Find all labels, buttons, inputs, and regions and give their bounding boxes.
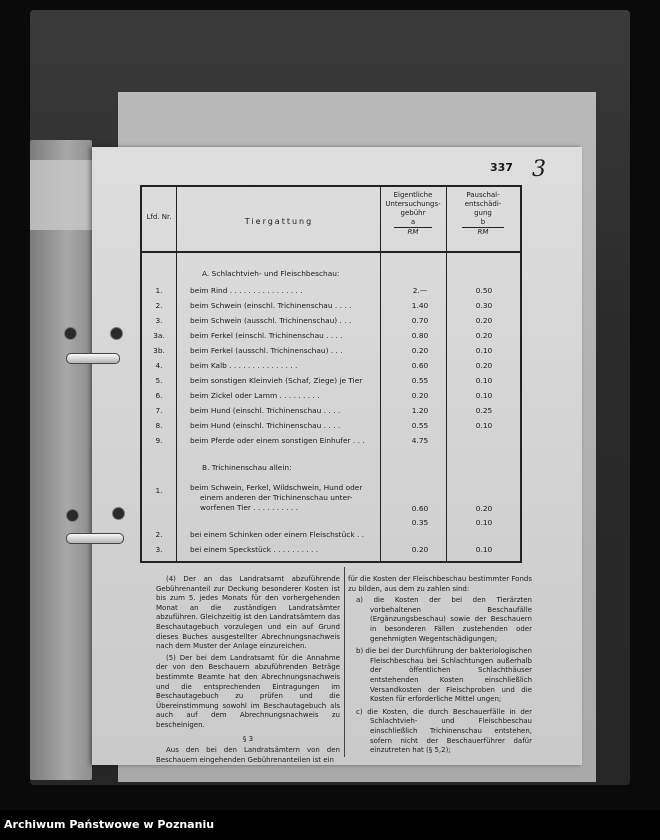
- header-no: Lfd. Nr.: [146, 213, 172, 221]
- table-row: 0.35 0.10: [411, 518, 493, 527]
- table-row: 3. bei einem Speckstück . . . . . . . . . . 0.20 0.10: [155, 545, 493, 554]
- handwritten-page-number: 3: [532, 157, 546, 182]
- row-b1-description: beim Schwein, Ferkel, Wildschwein, Hund oder einem anderen der Trichinenschau unter- worfenen Tier . . . . . . . . . .: [190, 483, 363, 512]
- punch-hole: [66, 509, 79, 522]
- binder-ring: [66, 533, 124, 544]
- punch-hole: [112, 507, 125, 520]
- text-column-right: [348, 575, 532, 759]
- header-col-a: Eigentliche Untersuchungs- gebühr a RM: [385, 191, 441, 236]
- section-b-heading: B. Trichinenschau allein:: [202, 463, 292, 472]
- table-row: 2. bei einem Schinken oder einem Fleischstück . .: [155, 530, 364, 539]
- table-row: 2. beim Schwein (einschl. Trichinenschau . . . . 1.40 0.30: [155, 301, 493, 310]
- header-col-b: Pauschal- entschädi- gung b RM: [448, 191, 518, 237]
- table-row: 9. beim Pferde oder einem sonstigen Einhufer . . . 4.75: [155, 436, 429, 445]
- table-row: 1.: [155, 486, 163, 495]
- section-a-heading: A. Schlachtvieh- und Fleischbeschau:: [202, 269, 340, 278]
- column-divider: [344, 567, 345, 757]
- table-row: 5. beim sonstigen Kleinvieh (Schaf, Ziege) je Tier 0.55 0.10: [155, 376, 493, 385]
- document-page: [92, 147, 582, 765]
- fee-table: [140, 185, 522, 563]
- binder-ring: [66, 353, 120, 364]
- table-row: 0.60 0.20: [411, 504, 493, 513]
- table-row: 3a. beim Ferkel (einschl. Trichinenschau . . . . 0.80 0.20: [153, 331, 493, 340]
- page-number: 337: [490, 161, 513, 174]
- punch-hole: [64, 327, 77, 340]
- table-row: 1. beim Rind . . . . . . . . . . . . . . . . 2.— 0.50: [155, 286, 493, 295]
- table-row: 6. beim Zickel oder Lamm . . . . . . . . . 0.20 0.10: [155, 391, 493, 400]
- table-row: 7. beim Hund (einschl. Trichinenschau . . . . 1.20 0.25: [155, 406, 493, 415]
- list-item: a) die Kosten der bei den Tierärzten vorbehaltenen Beschaufälle (Ergänzungsbeschau) sowie der Beschauern in besonderen Fällen zustehenden oder genehmigten Wegentschädigungen;: [356, 596, 532, 643]
- paragraph: für die Kosten der Fleischbeschau bestimmter Fonds zu bilden, aus dem zu zahlen sind:: [348, 575, 532, 593]
- list-item: b) die bei der Durchführung der bakteriologischen Fleischbeschau bei Schlachtungen außerhalb der öffentlichen Schlachthäuser entstehenden Kosten einschließlich Versandkosten der Fleischproben und die Kosten für erforderliche Mittel ungen;: [356, 647, 532, 704]
- text-column-left: [156, 575, 340, 767]
- section-heading: § 3: [242, 734, 254, 743]
- table-row: 3b. beim Ferkel (ausschl. Trichinenschau) . . . 0.20 0.10: [153, 346, 493, 355]
- table-row: 4. beim Kalb . . . . . . . . . . . . . . . 0.60 0.20: [155, 361, 493, 370]
- table-row: 3. beim Schwein (ausschl. Trichinenschau) . . . 0.70 0.20: [155, 316, 493, 325]
- punch-hole: [110, 327, 123, 340]
- header-type: Tiergattung: [244, 217, 314, 226]
- archive-watermark: Archiwum Państwowe w Poznaniu: [4, 818, 215, 831]
- table-row: 8. beim Hund (einschl. Trichinenschau . . . . 0.55 0.10: [155, 421, 493, 430]
- list-item: c) die Kosten, die durch Beschauerfälle in der Schlachtvieh- und Fleischbeschau einschließlich Trichinenschau entstehen, sofern nicht der Beschauerführer dafür einzutreten hat (§ 5,2);: [356, 707, 532, 755]
- folder-left-strip: [30, 140, 92, 780]
- paragraph: (4) Der an das Landratsamt abzuführende Gebührenanteil zur Deckung besonderer Kosten ist bis zum 5. jedes Monats für den vorhergehenden Monat an die zuständigen Landratsämter abzuführen. Gleichzeitig ist den Landratsämtern das Beschautagebuch vorzulegen und ein auf Grund dieses Buches ausgestellter Abrechnungsnachweis nach dem Muster der Anlage einzureichen.: [156, 575, 340, 651]
- paragraph: (5) Der bei dem Landratsamt für die Annahme der von den Beschauern abzuführenden Beträge bestimmte Beamte hat den Abrechnungsnachweis und die entsprechenden Eintragungen im Beschautagebuch zu prüfen und die Übereinstimmung sowohl im Beschautagebuch als auch auf dem Abrechnungsnachweis zu bescheinigen.: [156, 653, 340, 729]
- paragraph: Aus den bei den Landratsämtern von den Beschauern eingehenden Gebührenanteilen ist ein: [156, 746, 340, 764]
